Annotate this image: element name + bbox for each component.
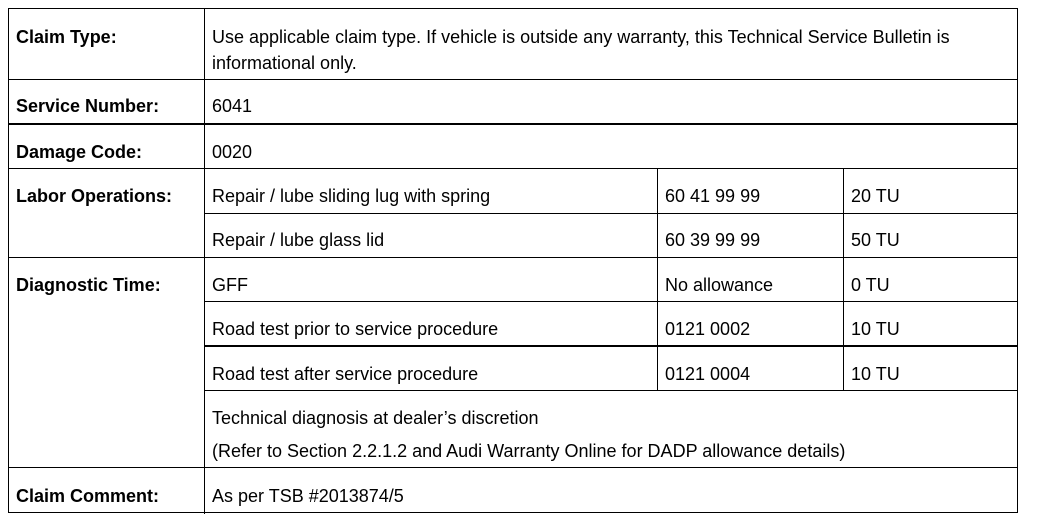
labor-op-time: 50 TU (851, 230, 900, 250)
diagnostic-description: GFF (212, 275, 248, 295)
diagnostic-code: 0121 0004 (665, 364, 751, 384)
row-divider (9, 467, 1017, 468)
diagnostic-time-value: 10 TU (851, 319, 900, 339)
labor-op-description: Repair / lube sliding lug with spring (212, 186, 491, 206)
diagnostic-code: 0121 0002 (665, 319, 751, 339)
row-divider (9, 168, 1017, 169)
column-divider-code (657, 169, 658, 391)
row-divider (9, 257, 1017, 258)
warranty-claim-table (8, 8, 1018, 513)
service-number-label: Service Number: (16, 96, 160, 116)
row-divider (204, 301, 1017, 302)
labor-op-code: 60 41 99 99 (665, 186, 761, 206)
diagnostic-code: No allowance (665, 275, 774, 295)
row-divider (9, 79, 1017, 80)
claim-type-text: Use applicable claim type. If vehicle is outside any warranty, this Technical Service Bulletin is informational only. (212, 27, 950, 73)
labor-op-time: 20 TU (851, 186, 900, 206)
claim-comment-text: As per TSB #2013874/5 (212, 486, 404, 506)
diagnostic-note-reference: (Refer to Section 2.2.1.2 and Audi Warranty Online for DADP allowance details) (212, 441, 846, 461)
labor-op-description: Repair / lube glass lid (212, 230, 385, 250)
row-divider (204, 213, 1017, 214)
diagnostic-description: Road test after service procedure (212, 364, 479, 384)
diagnostic-time-label: Diagnostic Time: (16, 275, 161, 295)
damage-code-label: Damage Code: (16, 142, 143, 162)
row-divider (204, 390, 1017, 391)
column-divider-time (843, 169, 844, 391)
labor-op-code: 60 39 99 99 (665, 230, 761, 250)
damage-code-value: 0020 (212, 142, 253, 162)
claim-type-label: Claim Type: (16, 27, 117, 47)
row-divider (9, 123, 1017, 125)
diagnostic-note: Technical diagnosis at dealer’s discretion (212, 408, 539, 428)
diagnostic-description: Road test prior to service procedure (212, 319, 499, 339)
row-divider (204, 345, 1017, 347)
service-number-value: 6041 (212, 96, 253, 116)
diagnostic-time-value: 10 TU (851, 364, 900, 384)
column-divider-label (204, 9, 205, 514)
labor-operations-label: Labor Operations: (16, 186, 173, 206)
diagnostic-time-value: 0 TU (851, 275, 890, 295)
claim-comment-label: Claim Comment: (16, 486, 160, 506)
